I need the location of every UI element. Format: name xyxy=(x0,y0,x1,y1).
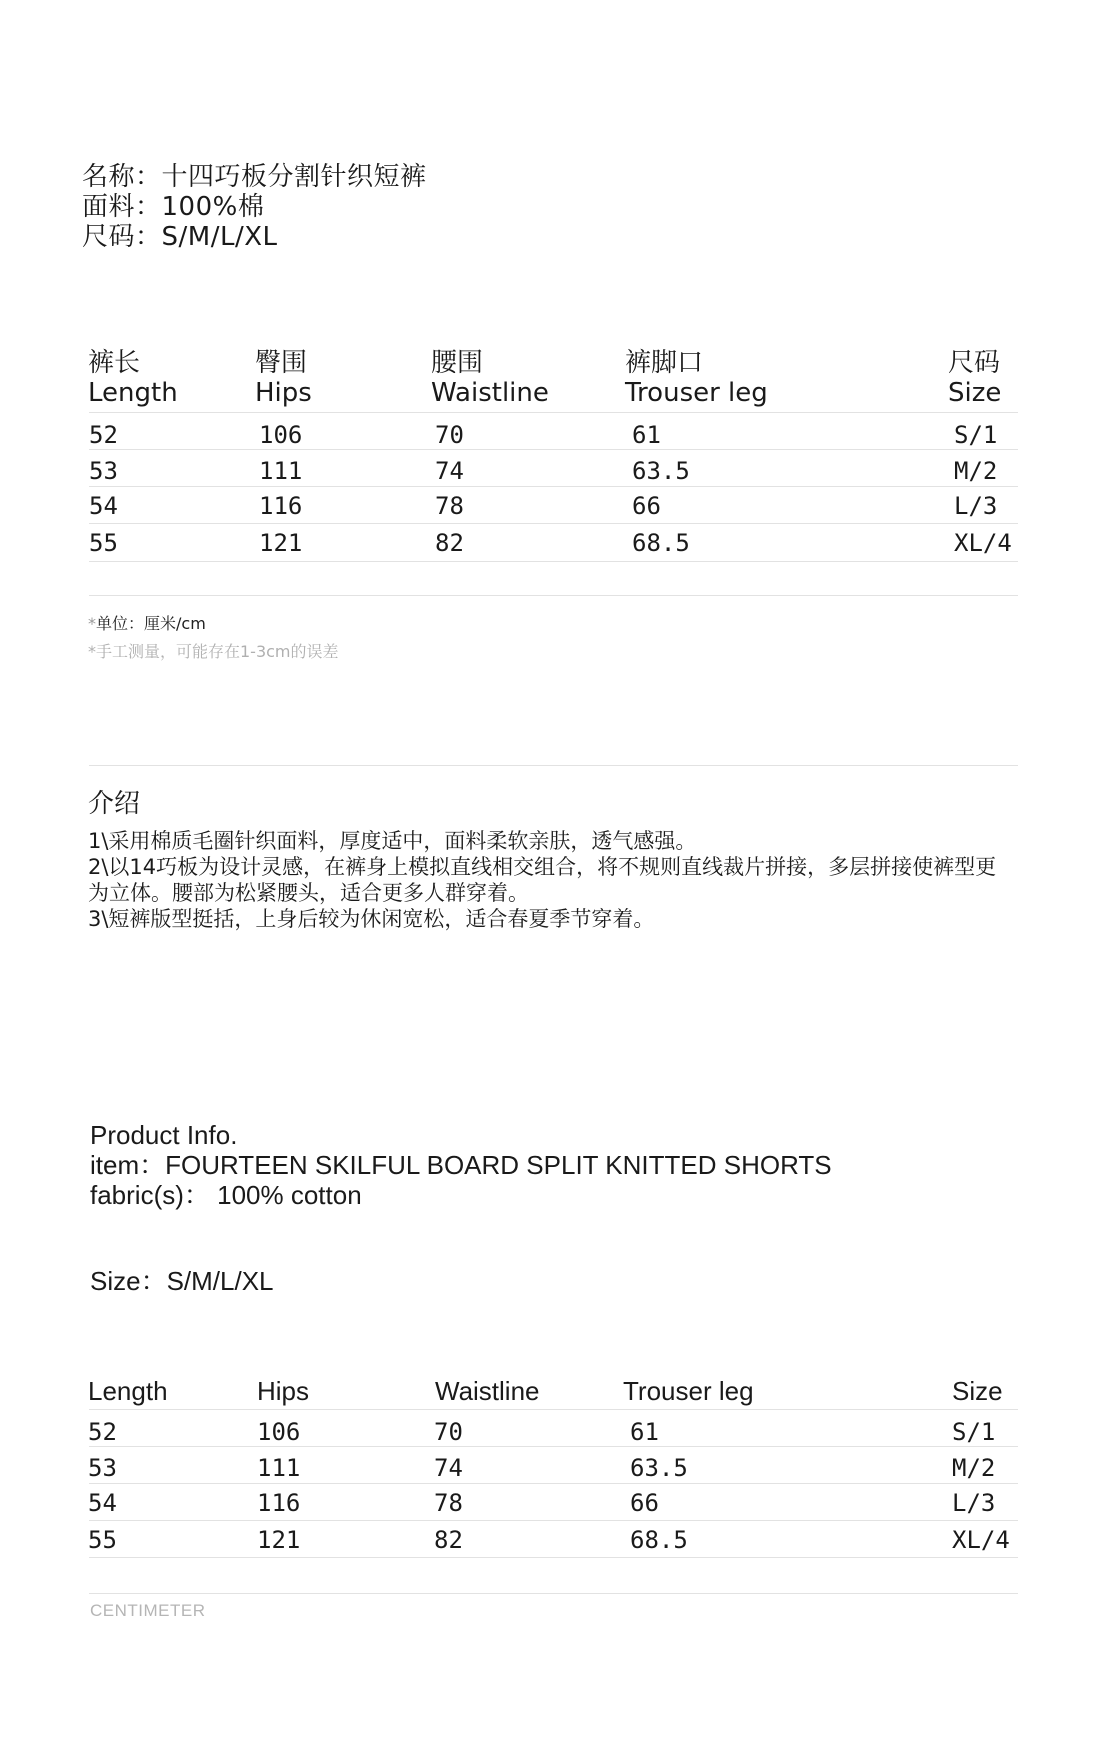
product-size-cn: 尺码：S/M/L/XL xyxy=(82,222,278,252)
unit-footer: CENTIMETER xyxy=(90,1601,206,1620)
cell-length: 52 xyxy=(89,421,118,449)
header-hips-cn: 臀围 xyxy=(255,348,308,378)
product-fabric-en: fabric(s)： 100% cotton xyxy=(90,1180,362,1210)
cell-size: M/2 xyxy=(952,1454,996,1482)
cell-trouser-leg: 68.5 xyxy=(632,529,690,557)
cell-hips: 111 xyxy=(257,1454,301,1482)
cell-size: XL/4 xyxy=(952,1526,1010,1554)
cell-trouser-leg: 61 xyxy=(630,1418,659,1446)
table-rule xyxy=(89,1483,1018,1484)
header-length-en: Length xyxy=(88,378,178,408)
cell-hips: 121 xyxy=(257,1526,301,1554)
section-divider xyxy=(89,765,1018,766)
cell-size: M/2 xyxy=(954,457,998,485)
cell-hips: 106 xyxy=(259,421,303,449)
cell-length: 54 xyxy=(89,492,118,520)
en-header-trouser-leg: Trouser leg xyxy=(623,1376,754,1406)
header-size xyxy=(948,348,1001,408)
cell-hips: 106 xyxy=(257,1418,301,1446)
cell-trouser-leg: 63.5 xyxy=(630,1454,688,1482)
cell-hips: 111 xyxy=(259,457,303,485)
cell-length: 55 xyxy=(88,1526,117,1554)
cell-waistline: 70 xyxy=(435,421,464,449)
header-length-cn: 裤长 xyxy=(88,348,141,378)
intro-title: 介绍 xyxy=(88,789,141,819)
header-trouser-leg xyxy=(625,348,768,408)
cell-trouser-leg: 66 xyxy=(632,492,661,520)
cell-size: S/1 xyxy=(954,421,998,449)
cell-length: 53 xyxy=(89,457,118,485)
table-rule xyxy=(89,1409,1018,1410)
product-size-en: Size：S/M/L/XL xyxy=(90,1266,274,1296)
cell-length: 52 xyxy=(88,1418,117,1446)
cell-trouser-leg: 63.5 xyxy=(632,457,690,485)
cell-trouser-leg: 68.5 xyxy=(630,1526,688,1554)
header-waistline-cn: 腰围 xyxy=(431,348,484,378)
cell-waistline: 74 xyxy=(435,457,464,485)
header-length xyxy=(88,348,178,408)
cell-waistline: 82 xyxy=(434,1526,463,1554)
header-trouser-leg-en: Trouser leg xyxy=(625,378,768,408)
header-size-en: Size xyxy=(948,378,1002,408)
product-info-title: Product Info. xyxy=(90,1120,238,1150)
cell-hips: 121 xyxy=(259,529,303,557)
en-header-waistline: Waistline xyxy=(435,1376,540,1406)
cell-waistline: 78 xyxy=(434,1489,463,1517)
intro-paragraph: 1\采用棉质毛圈针织面料，厚度适中，面料柔软亲肤，透气感强。 xyxy=(88,829,697,853)
table-rule xyxy=(89,412,1018,413)
header-waistline xyxy=(431,348,549,408)
header-hips-en: Hips xyxy=(255,378,312,408)
table-rule xyxy=(89,1593,1018,1594)
product-name-cn: 名称：十四巧板分割针织短裤 xyxy=(82,162,427,192)
cell-hips: 116 xyxy=(259,492,303,520)
intro-body xyxy=(88,828,1018,932)
intro-paragraph: 2\以14巧板为设计灵感，在裤身上模拟直线相交组合，将不规则直线裁片拼接，多层拼接使裤型更 xyxy=(88,855,997,879)
unit-note-text: 单位：厘米/cm xyxy=(96,614,206,633)
en-header-size: Size xyxy=(952,1376,1003,1406)
table-rule xyxy=(89,595,1018,596)
intro-paragraph: 为立体。腰部为松紧腰头，适合更多人群穿着。 xyxy=(88,881,529,905)
cell-size: XL/4 xyxy=(954,529,1012,557)
cell-trouser-leg: 61 xyxy=(632,421,661,449)
cell-trouser-leg: 66 xyxy=(630,1489,659,1517)
header-hips xyxy=(255,348,312,408)
cell-hips: 116 xyxy=(257,1489,301,1517)
table-rule xyxy=(89,1557,1018,1558)
cell-waistline: 74 xyxy=(434,1454,463,1482)
cell-length: 55 xyxy=(89,529,118,557)
product-item-en: item：FOURTEEN SKILFUL BOARD SPLIT KNITTED SHORTS xyxy=(90,1150,832,1180)
header-waistline-en: Waistline xyxy=(431,378,549,408)
table-rule xyxy=(89,523,1018,524)
cell-length: 54 xyxy=(88,1489,117,1517)
table-rule xyxy=(89,1446,1018,1447)
en-header-length: Length xyxy=(88,1376,168,1406)
asterisk: * xyxy=(88,614,96,633)
cell-size: L/3 xyxy=(954,492,998,520)
header-size-cn: 尺码 xyxy=(948,348,1001,378)
en-header-hips: Hips xyxy=(257,1376,310,1406)
unit-note xyxy=(88,611,206,634)
product-fabric-cn: 面料：100%棉 xyxy=(82,192,265,222)
table-rule xyxy=(89,486,1018,487)
cell-waistline: 70 xyxy=(434,1418,463,1446)
tolerance-note: *手工测量，可能存在1-3cm的误差 xyxy=(88,642,339,661)
table-rule xyxy=(89,449,1018,450)
cell-size: S/1 xyxy=(952,1418,996,1446)
cell-length: 53 xyxy=(88,1454,117,1482)
intro-paragraph: 3\短裤版型挺括，上身后较为休闲宽松，适合春夏季节穿着。 xyxy=(88,907,655,931)
table-rule xyxy=(89,561,1018,562)
header-trouser-leg-cn: 裤脚口 xyxy=(625,348,704,378)
cell-waistline: 82 xyxy=(435,529,464,557)
table-rule xyxy=(89,1520,1018,1521)
cell-size: L/3 xyxy=(952,1489,996,1517)
cell-waistline: 78 xyxy=(435,492,464,520)
